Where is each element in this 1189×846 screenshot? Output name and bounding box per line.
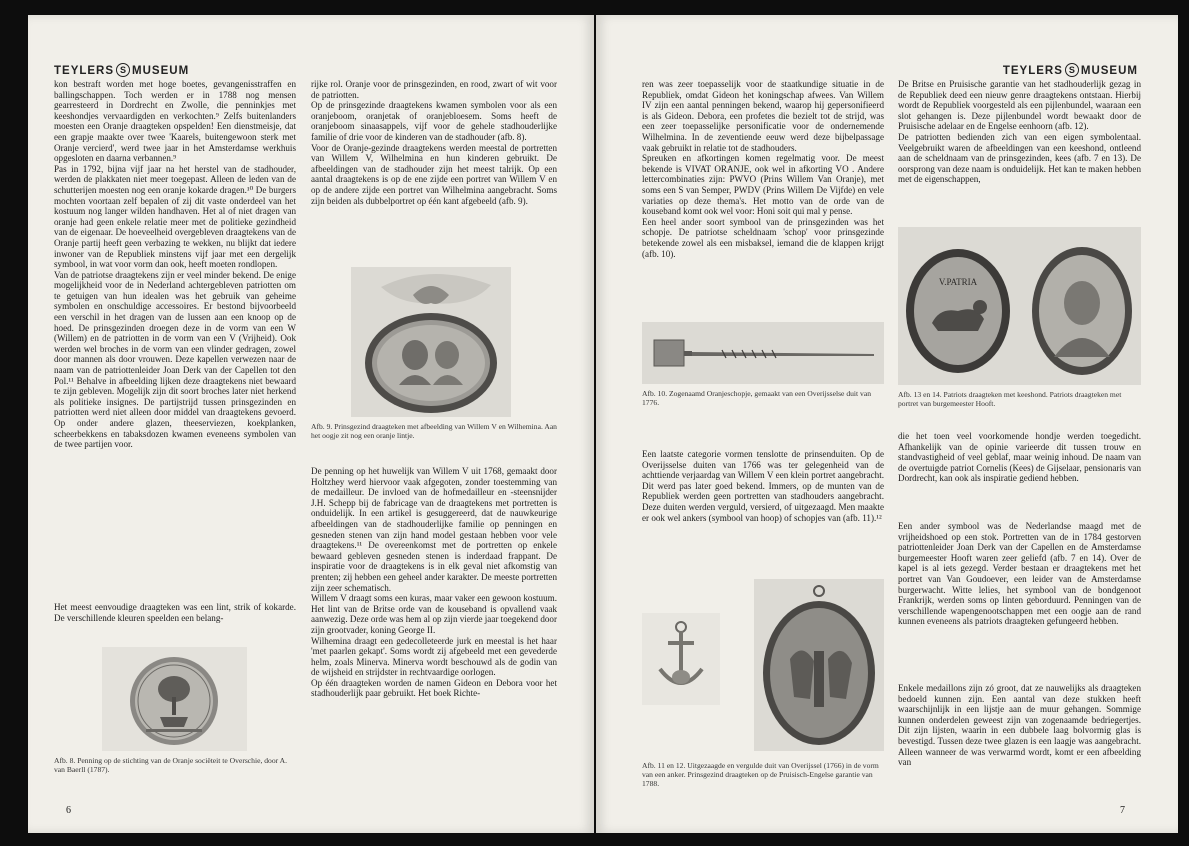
museum-logo: TEYLERS S MUSEUM	[1002, 65, 1138, 77]
figure-10	[642, 322, 884, 407]
anchor-coin-photo	[642, 613, 720, 705]
paragraph: rijke rol. Oranje voor de prinsgezinden, en rood, zwart of wit voor de patriotten.	[311, 79, 557, 100]
right-column-2-top	[898, 79, 1141, 185]
orange-tree-medal-image	[102, 647, 247, 751]
s-monogram-icon: S	[116, 63, 130, 77]
garantie-medal-photo	[754, 579, 884, 751]
left-column-2-top	[311, 79, 557, 206]
double-portrait-photo	[351, 267, 511, 417]
double-portrait-medal-image	[351, 267, 511, 417]
paragraph: De Britse en Pruisische garantie van het stadhouderlijk gezag in de Republiek deed een nieuw genre draagtekens ontstaan. Hierbij wordt de Republiek voorgesteld als een pijlenbundel, waaraan een slot gehangen is. Deze pijlenbundel wordt bewaakt door de Pruisische adelaar en de Engelse eenhoorn (afb. 12). De patriotten bedienden zich van een eigen symbolentaal. Veelgebruikt waren de afbeeldingen van een keeshond, ontleend aan de scheldnaam van de prinsgezinden, kees (afb. 7 en 13). De oorsprong van deze naam is onduidelijk. Het kan te maken hebben met de eigenschappen,	[898, 79, 1141, 185]
patriot-medals-photo	[898, 227, 1141, 385]
anchor-image	[642, 613, 720, 705]
right-page	[596, 15, 1178, 833]
paragraph: Voor de Oranje-gezinde draagtekens werden meestal de portretten van Willem V, Wilhelmina en hun kinderen gebruikt. De afbeeldingen van de stadhouder zijn het meest talrijk. Op een aantal draagtekens is op de ene zijde een portret van Willem V en op de andere zijde een portret van Wilhelmina aangebracht. Soms zijn beiden als dubbelportret op één kant afgebeeld (afb. 9).	[311, 142, 557, 206]
paragraph: De penning op het huwelijk van Willem V uit 1768, gemaakt door Holtzhey werd hiervoor vaak afgegoten, zonder toestemming van de medailleur. De invloed van de hofmedailleur en -steensnijder J.H. Schepp bij de fabricage van de draagtekens met portretten is onduidelijk. In een artikel is gesuggereerd, dat de nauwkeurige afbeeldingen van de stadhouderlijke familie op penningen en gesneden stenen van zijn hand model gestaan hebben voor vele draagtekens.¹¹ De overeenkomst met de portretten op enkele bewaard gebleven gesneden stenen is inderdaad frappant. De inspiratie voor de draagtekens is in elk geval niet afkomstig van prenten; zij hebben een geheel ander karakter. De meeste portretten zijn zeer schematisch.	[311, 466, 557, 593]
left-column-1	[54, 79, 296, 450]
right-column-2-bottom	[898, 683, 1141, 768]
figure-caption: Afb. 11 en 12. Uitgezaagde en vergulde duit van Overijssel (1766) in de vorm van een anker. Prinsgezind draagteken op de Pruisisch-Engelse garantie van 1788.	[642, 761, 879, 788]
s-monogram-icon: S	[1065, 63, 1079, 77]
figure-8	[54, 647, 296, 774]
left-column-1-bottom	[54, 602, 296, 623]
shovel-pin-image	[642, 322, 884, 384]
paragraph: Spreuken en afkortingen komen regelmatig voor. De meest bekende is VIVAT ORANJE, ook wel in afkorting VO . Andere lettercombinaties zijn: PWVO (Prins Willem Van Oranje), met soms een S van Semper, PWDV (Prins Willem De Vijfde) en vele variaties op deze thema's. Het motto van de orde van de kouseband komt ook wel voor: Honi soit qui mal y pense.	[642, 153, 884, 217]
paragraph: die het toen veel voorkomende hondje werden toegedicht. Afhankelijk van de opinie varieerde dit tussen trouw en standvastigheid of veel geblaf, maar weinig inhoud. De naam van de overtuigde patriot Cornelis (Kees) de Gijselaar, pensionaris van Dordrecht, kan ook als inspiratie gediend hebben.	[898, 431, 1141, 484]
paragraph: Pas in 1792, bijna vijf jaar na het herstel van de stadhouder, werden de plakkaten niet meer toegepast. Alleen de leden van de schutterijen moesten nog een oranje kokarde dragen.¹⁰ De burgers mochten voortaan zelf bepalen of zij dit vaste onderdeel van het kostuum nog langer wilden handhaven. Het al of niet dragen van oranje had geen enkele relatie meer met de politieke gezindheid van de eigenaar. De hoeveelheid overgebleven draagtekens van de Oranje partij heeft geen verbazing te wekken, nu blijkt dat iedere inwoner van de Republiek minstens vijf jaar met een dergelijk symbool, in wat voor vorm dan ook, heeft moeten rondlopen.	[54, 163, 296, 270]
paragraph: Op de prinsgezinde draagtekens kwamen symbolen voor als een oranjeboom, oranjetak of oranjebloesem. Soms heeft de oranjeboom sinaasappels, vijf voor de gehele stadhouderlijke familie of drie voor de kinderen van de stadhouder (afb. 8).	[311, 100, 557, 142]
left-column-2-bottom	[311, 466, 557, 699]
right-column-1-top	[642, 79, 884, 259]
figure-9	[311, 267, 557, 440]
page-number: 7	[1120, 805, 1125, 816]
figure-caption: Afb. 9. Prinsgezind draagteken met afbeelding van Willem V en Wilhemina. Aan het oogje zit nog een oranje lintje.	[311, 422, 557, 440]
paragraph: Willem V draagt soms een kuras, maar vaker een gewoon kostuum. Het lint van de Britse orde van de kouseband is opvallend vaak aanwezig. Deze orde was hem al op zijn vierde jaar toegekend door zijn grootvader, koning George II.	[311, 593, 557, 635]
museum-logo: TEYLERS S MUSEUM	[54, 65, 190, 77]
medal-photo	[102, 647, 247, 751]
medal-inscription: V.PATRIA	[938, 277, 978, 287]
figure-caption: Afb. 10. Zogenaamd Oranjeschopje, gemaakt van een Overijsselse duit van 1776.	[642, 389, 872, 407]
paragraph: Een heel ander soort symbool van de prinsgezinden was het schopje. De patriotse scheldnaam 'schop' voor prinsgezinde betekende zowel als een misbaksel, iemand die de klappen krijgt (afb. 10).	[642, 216, 884, 259]
figure-caption: Afb. 13 en 14. Patriots draagteken met keeshond. Patriots draagteken met portret van burgemeester Hooft.	[898, 390, 1122, 408]
oranjeschopje-photo	[642, 322, 884, 384]
paragraph: kon bestraft worden met hoge boetes, gevangenisstraffen en ballingschappen. Toch werden er in 1788 nog mensen gearresteerd in Dordrecht en Zwolle, die penninkjes met keeshondjes vervaardigden en verkochten.⁹ Zelfs buitenlanders moesten een Oranje draagteken opspelden! Een dienstmeisje, dat een grapje maakte over twee 'Kaarels, buitengewoon sterk met Oranje vercierd', werd twee jaar in het Amsterdamse werkhuis opgesloten en daarna verbannen.⁹	[54, 79, 296, 164]
paragraph: Een ander symbool was de Nederlandse maagd met de vrijheidshoed op een stok. Portretten van de in 1784 gestorven patriottenleider Joan Derk van der Capellen en de Amsterdamse burgemeester Hooft waren zeer geliefd (afb. 7 en 14). Over de kapel is al iets gezegd. Verder bestaan er draagtekens met het portret van Van Goudoever, een leider van de Amsterdamse burgerwacht. Witte lelies, het symbool van de bondgenoot Frankrijk, werden soms op linten geborduurd. Penningen van de verschillende wapengenootschappen met een oogje aan de rand kunnen eveneens als patriots draagteken gefungeerd hebben.	[898, 521, 1141, 627]
left-page	[28, 15, 594, 833]
figure-caption: Afb. 8. Penning op de stichting van de Oranje sociëteit te Overschie, door A. van Baerll (1787).	[54, 756, 288, 774]
paragraph: Enkele medaillons zijn zó groot, dat ze nauwelijks als draagteken bedoeld kunnen zijn. Een aantal van deze stukken heeft waarschijnlijk in een lijstje aan de muur gehangen. Sommige kunnen onderdelen geweest zijn van zogenaamde bedriegertjes. Dit zijn lijsten, waarin in een dubbele laag bolvormig glas is bevestigd. Tussen deze twee glazen is een laagje was aangebracht. Alleen wanneer de was verwarmd wordt, komt er een afbeelding van	[898, 683, 1141, 768]
right-column-1-mid	[642, 449, 884, 523]
figure-11-12	[642, 571, 884, 788]
figure-13-14	[898, 227, 1141, 408]
paragraph: Wilhemina draagt een gedecolleteerde jurk en meestal is het haar 'met paarlen gekapt'. Soms wordt zij afgebeeld met een gevederde helm, zoals Minerva. Minerva wordt beschouwd als de godin van de wijsheid en strijdster in rechtvaardige oorlogen.	[311, 635, 557, 678]
eagle-unicorn-medal-image	[754, 579, 884, 751]
right-column-2-mid2	[898, 521, 1141, 627]
page-number: 6	[66, 805, 71, 816]
paragraph: Een laatste categorie vormen tenslotte de prinsenduiten. Op de Overijsselse duiten van 1766 was ter gelegenheid van de achttiende verjaardag van Willem V een klein portret aangebracht. Dit werd pas later goed bekend. Immers, op de munten van de Republiek werden geen portretten van stadhouders aangebracht. Deze duiten werden verguld, versierd, of uitgezaagd. Men maakte er ook wel ankers (symbool van hoop) of schopjes van (afb. 11).¹²	[642, 449, 884, 523]
paragraph: ren was zeer toepasselijk voor de staatkundige situatie in de Republiek, omdat Gideon het koningschap afwees. Van Willem IV zijn een aantal penningen bekend, waarop hij gepersonifieerd is als Gideon. Debora, een profetes die bezielt tot de strijd, was een zeer toepasselijke personificatie voor de ondernemende Wilhelmina. In de zeventiende eeuw werd deze bijbelpassage vaak gebruikt in relatie tot de stadhouders.	[642, 79, 884, 153]
paragraph: Van de patriotse draagtekens zijn er veel minder bekend. De enige mogelijkheid voor de in Nederland achtergebleven patriotten om te getuigen van hun idealen was het gebruik van geheime symbolen en onschuldige accessoires. Er bestond bijvoorbeeld een verschil in het dragen van de lussen aan een knoop op de hoed. De prinsgezinden droegen deze in de vorm van een W (Willem) en de patriotten in de vorm van een V (Vrijheid). Ook werden wel broches in de vorm van een vlinder gedragen, zowel door mannen als door vrouwen. Deze kapellen verwezen naar de naam van de patriottenleider Joan Derk van der Capellen tot den Pol.¹¹ Behalve in afbeelding lijken deze draagtekens niet bewaard te zijn gebleven. Mogelijk zijn dit soort broches later niet herkend als politieke insignes. De partijstrijd tussen prinsgezinden en patriotten werd niet alleen door middel van draagtekens gevoerd. Op onder andere glazen, theeserviezen, koekplanken, scheerbekkens en tabaksdozen kwamen eveneens symbolen van de twee partijen voor.	[54, 269, 296, 450]
paragraph: Het meest eenvoudige draagteken was een lint, strik of kokarde. De verschillende kleuren speelden een belang-	[54, 602, 296, 623]
right-column-2-mid	[898, 431, 1141, 484]
keeshond-and-portrait-medals-image	[898, 227, 1141, 385]
paragraph: Op één draagteken worden de namen Gideon en Debora voor het stadhouderlijk paar gebruikt. Het boek Richte-	[311, 677, 557, 699]
